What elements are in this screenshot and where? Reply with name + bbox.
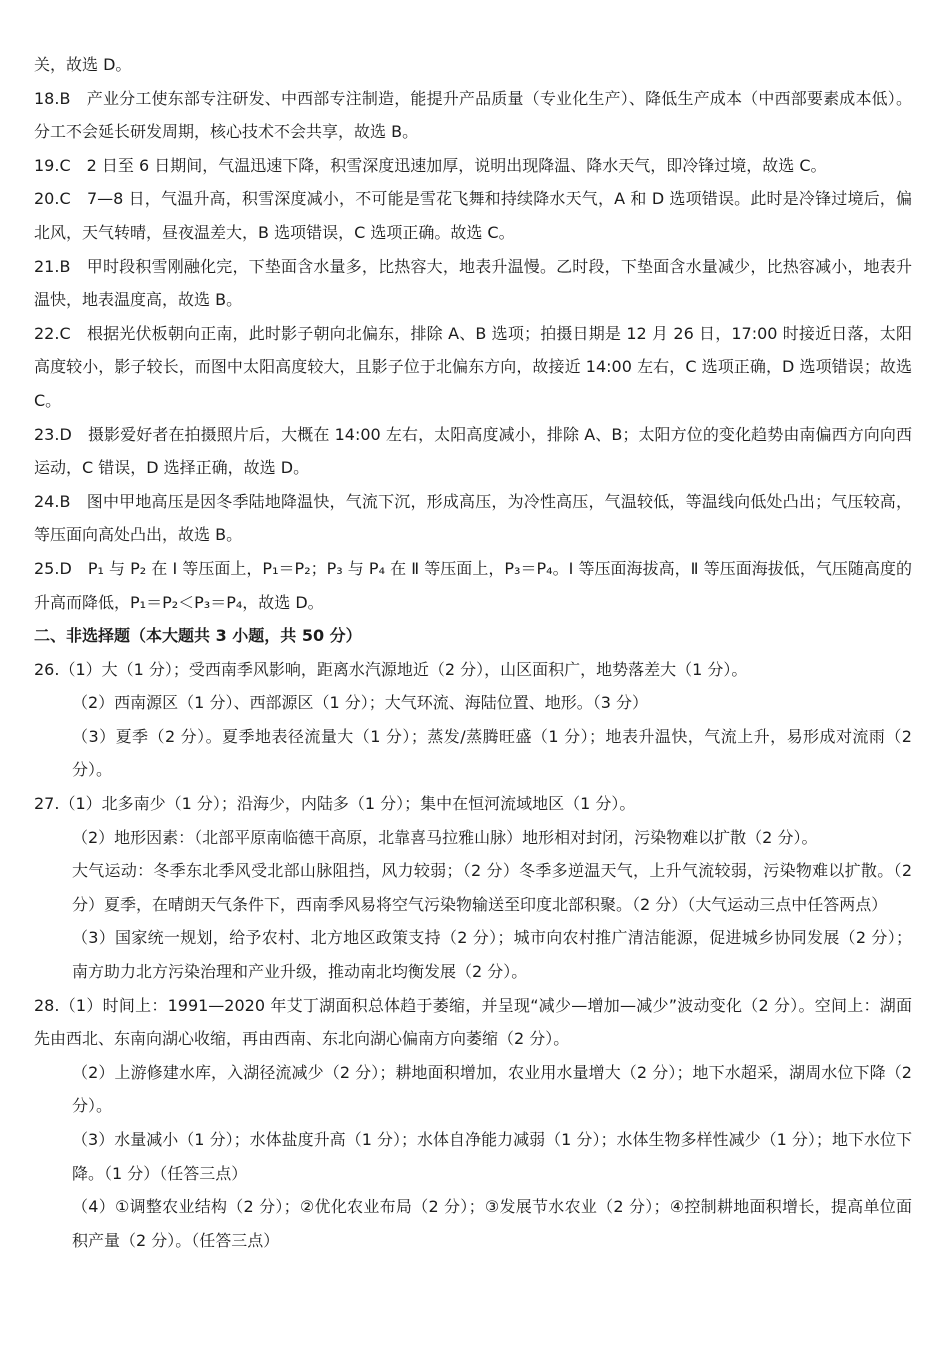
answer-28-1: 28.（1）时间上：1991—2020 年艾丁湖面积总体趋于萎缩，并呈现“减少—增加—减少”波动变化（2 分）。空间上：湖面先由西北、东南向湖心收缩，再由西南、东北向湖心偏南方向萎缩（2 分）。 xyxy=(34,995,912,1049)
answer-24: 24.B 图中甲地高压是因冬季陆地降温快，气流下沉，形成高压，为冷性高压，气温较低，等温线向低处凸出；气压较高，等压面向高处凸出，故选 B。 xyxy=(34,491,912,545)
section-heading-nonchoice: 二、非选择题（本大题共 3 小题，共 50 分） xyxy=(34,626,362,646)
answer-28-4: （4）①调整农业结构（2 分）；②优化农业布局（2 分）；③发展节水农业（2 分）；④控制耕地面积增长，提高单位面积产量（2 分）。（任答三点） xyxy=(72,1197,912,1250)
answer-27-2-atmosphere: 大气运动：冬季东北季风受北部山脉阻挡，风力较弱；（2 分）冬季多逆温天气，上升气流较弱，污染物难以扩散。（2 分）夏季，在晴朗天气条件下，西南季风易将空气污染物输送至印度北部积聚。（2 分）（大气运动三点中任答两点） xyxy=(72,861,912,914)
answer-23: 23.D 摄影爱好者在拍摄照片后，大概在 14:00 左右，太阳高度减小，排除 A、B；太阳方位的变化趋势由南偏西方向向西运动，C 错误，D 选择正确，故选 D。 xyxy=(34,424,912,478)
answer-19: 19.C 2 日至 6 日期间，气温迅速下降，积雪深度迅速加厚，说明出现降温、降水天气，即冷锋过境，故选 C。 xyxy=(34,155,827,175)
answer-22: 22.C 根据光伏板朝向正南，此时影子朝向北偏东，排除 A、B 选项；拍摄日期是 12 月 26 日，17:00 时接近日落，太阳高度较小，影子较长，而图中太阳高度较大，且影子位于北偏东方向，故接近 14:00 左右，C 选项正确，D 选项错误；故选 C。 xyxy=(34,323,912,410)
answer-27-3: （3）国家统一规划，给予农村、北方地区政策支持（2 分）；城市向农村推广清洁能源，促进城乡协同发展（2 分）；南方助力北方污染治理和产业升级，推动南北均衡发展（2 分）。 xyxy=(72,928,912,982)
answer-21: 21.B 甲时段积雪刚融化完，下垫面含水量多，比热容大，地表升温慢。乙时段，下垫面含水量减少，比热容减小，地表升温快，地表温度高，故选 B。 xyxy=(34,256,912,310)
answer-27-2-terrain: （2）地形因素：（北部平原南临德干高原，北靠喜马拉雅山脉）地形相对封闭，污染物难以扩散（2 分）。 xyxy=(72,827,818,847)
answer-28-2: （2）上游修建水库，入湖径流减少（2 分）；耕地面积增加，农业用水量增大（2 分）；地下水超采，湖周水位下降（2 分）。 xyxy=(72,1062,912,1116)
answer-26-3: （3）夏季（2 分）。夏季地表径流量大（1 分）；蒸发/蒸腾旺盛（1 分）；地表升温快，气流上升，易形成对流雨（2 分）。 xyxy=(72,726,912,780)
answer-20: 20.C 7—8 日，气温升高，积雪深度减小，不可能是雪花飞舞和持续降水天气，A 和 D 选项错误。此时是冷锋过境后，偏北风，天气转晴，昼夜温差大，B 选项错误，C 选项正确。故选 C。 xyxy=(34,189,912,242)
answer-27-1: 27.（1）北多南少（1 分）；沿海少，内陆多（1 分）；集中在恒河流域地区（1 分）。 xyxy=(34,794,636,814)
answer-26-2: （2）西南源区（1 分）、西部源区（1 分）；大气环流、海陆位置、地形。（3 分） xyxy=(72,693,648,713)
answer-26-1: 26.（1）大（1 分）；受西南季风影响，距离水汽源地近（2 分），山区面积广，地势落差大（1 分）。 xyxy=(34,659,748,679)
answer-28-3: （3）水量减小（1 分）；水体盐度升高（1 分）；水体自净能力减弱（1 分）；水体生物多样性减少（1 分）；地下水位下降。（1 分）（任答三点） xyxy=(72,1130,912,1183)
answer-25: 25.D P₁ 与 P₂ 在 Ⅰ 等压面上，P₁＝P₂；P₃ 与 P₄ 在 Ⅱ 等压面上，P₃＝P₄。Ⅰ 等压面海拔高，Ⅱ 等压面海拔低，气压随高度的升高而降低，P₁＝P₂＜P₃＝P₄，故选 D。 xyxy=(34,558,912,612)
text-continuation: 关，故选 D。 xyxy=(34,55,132,74)
answer-18: 18.B 产业分工使东部专注研发、中西部专注制造，能提升产品质量（专业化生产）、降低生产成本（中西部要素成本低）。分工不会延长研发周期，核心技术不会共享，故选 B。 xyxy=(34,88,912,142)
